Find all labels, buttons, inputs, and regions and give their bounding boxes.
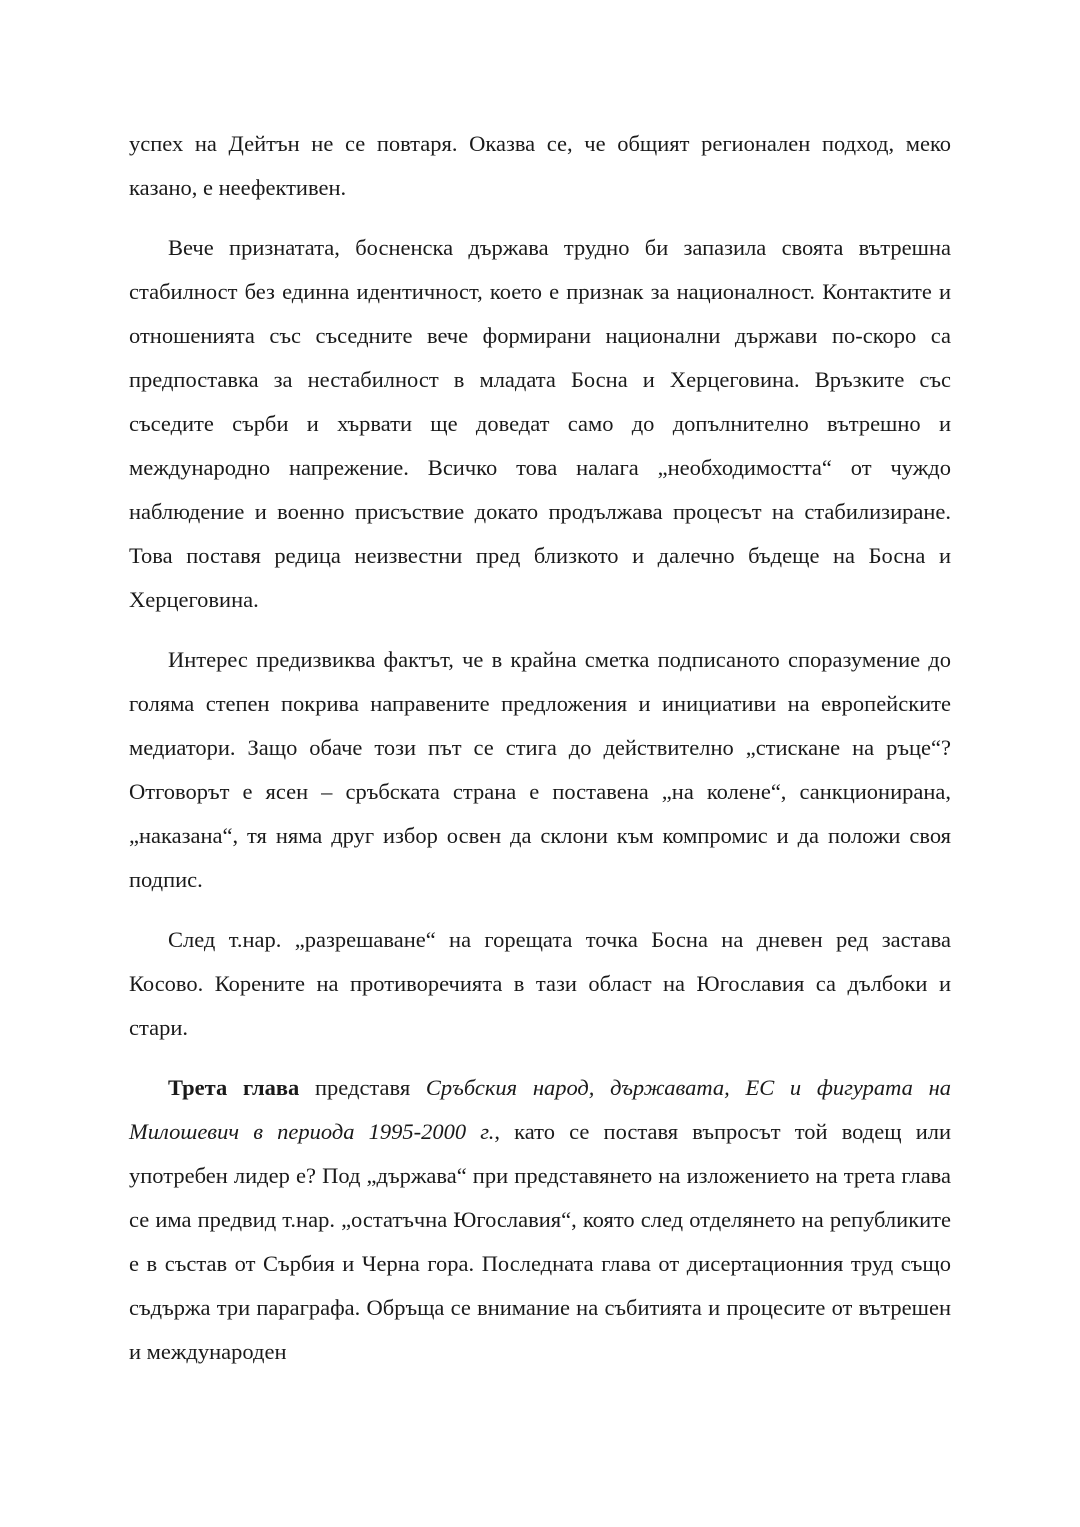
paragraph-5 <box>129 1066 951 1374</box>
paragraph-5-text-a: представя <box>299 1075 426 1100</box>
document-page <box>129 122 951 1390</box>
paragraph-2: Вече признатата, босненска държава трудно би запазила своята вътрешна стабилност без единна идентичност, което е признак за националност. Контактите и отношенията със съседните вече формирани национални държави по-скоро са предпоставка за нестабилност в младата Босна и Херцеговина. Връзките със съседите сърби и хървати ще доведат само до допълнително вътрешно и международно напрежение. Всичко това налага „необходимостта“ от чуждо наблюдение и военно присъствие докато продължава процесът на стабилизиране. Това поставя редица неизвестни пред близкото и далечно бъдеще на Босна и Херцеговина. <box>129 235 951 612</box>
chapter-heading-bold: Трета глава <box>168 1075 300 1100</box>
paragraph-1: успех на Дейтън не се повтаря. Оказва се, че общият регионален подход, меко казано, е неефективен. <box>129 131 951 200</box>
paragraph-4: След т.нар. „разрешаване“ на горещата точка Босна на дневен ред застава Косово. Корените на противоречията в тази област на Югославия са дълбоки и стари. <box>129 927 951 1040</box>
chapter-title-italic: Сръбския народ, държавата, ЕС и фигурата на Милошевич в периода 1995-2000 г. <box>129 1075 951 1144</box>
paragraph-5-text-b: , като се поставя въпросът той водещ или употребен лидер е? Под „държава“ при представянето на изложението на трета глава се има предвид т.нар. „остатъчна Югославия“, която след отделянето на републиките е в състав от Сърбия и Черна гора. Последната глава от дисертационния труд също съдържа три параграфа. Обръща се внимание на събитията и процесите от вътрешен и международен <box>129 1119 951 1364</box>
paragraph-3: Интерес предизвиква фактът, че в крайна сметка подписаното споразумение до голяма степен покрива направените предложения и инициативи на европейските медиатори. Защо обаче този път се стига до действително „стискане на ръце“? Отговорът е ясен – сръбската страна е поставена „на колене“, санкционирана, „наказана“, тя няма друг избор освен да склони към компромис и да положи своя подпис. <box>129 647 951 892</box>
